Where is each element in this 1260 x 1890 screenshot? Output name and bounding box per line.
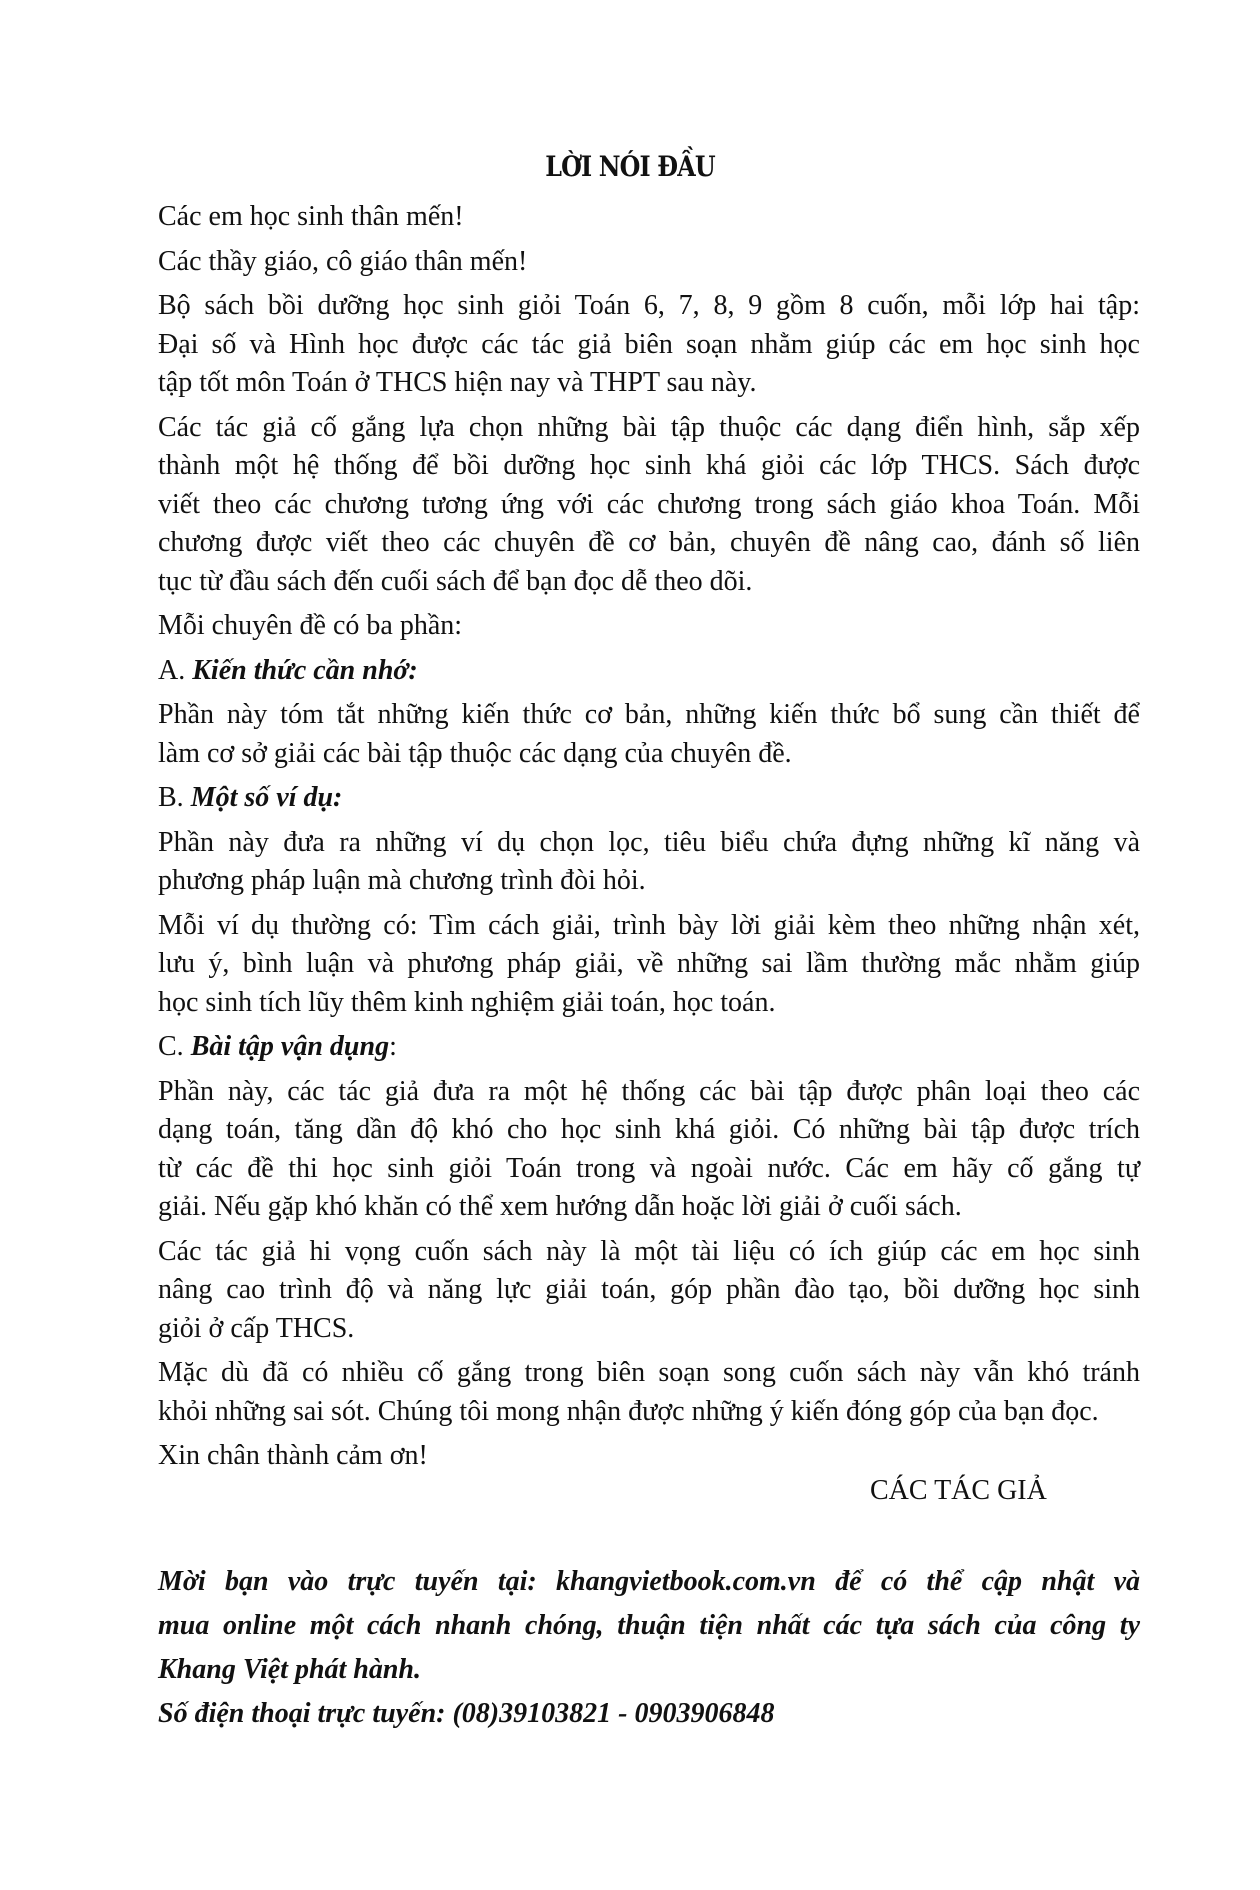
text-line: Phần này, các tác giả đưa ra một hệ thống các bài tập được phân loại theo các [158, 1075, 1140, 1107]
text-line: thành một hệ thống để bồi dưỡng học sinh khá giỏi các lớp THCS. Sách được [158, 450, 1140, 481]
text-line: Các thầy giáo, cô giáo thân mến! [158, 245, 528, 277]
text-line: từ các đề thi học sinh giỏi Toán trong và ngoài nước. Các em hãy cố gắng tự [158, 1152, 1140, 1184]
paragraph [158, 287, 1140, 403]
promo-block [158, 1560, 1140, 1736]
section-title: Kiến thức cần nhớ: [192, 654, 418, 686]
text-line: Phần này đưa ra những ví dụ chọn lọc, tiêu biểu chứa đựng những kĩ năng và [158, 826, 1140, 858]
text-line: Đại số và Hình học được các tác giả biên soạn nhằm giúp các em học sinh học [158, 328, 1140, 360]
text-line: Phần này tóm tắt những kiến thức cơ bản, những kiến thức bổ sung cần thiết để [158, 699, 1140, 730]
paragraph [158, 198, 1140, 237]
section-prefix: B. [158, 782, 191, 813]
section-suffix: : [389, 1031, 397, 1062]
text-line: học sinh tích lũy thêm kinh nghiệm giải toán, học toán. [158, 986, 776, 1018]
paragraph [158, 696, 1140, 773]
text-line: Các tác giả cố gắng lựa chọn những bài tập thuộc các dạng điển hình, sắp xếp [158, 411, 1140, 443]
section-prefix: A. [158, 654, 193, 686]
text-line: nâng cao trình độ và năng lực giải toán, góp phần đào tạo, bồi dưỡng học sinh [158, 1274, 1140, 1305]
text-line: Khang Việt phát hành. [158, 1654, 422, 1685]
text-line: Mời bạn vào trực tuyến tại: khangvietbook.com.vn để có thể cập nhật và [158, 1566, 1140, 1597]
text-line: phương pháp luận mà chương trình đòi hỏi. [158, 865, 646, 896]
text-line: chương được viết theo các chuyên đề cơ bản, chuyên đề nâng cao, đánh số liên [158, 527, 1140, 558]
paragraph [158, 1437, 1140, 1476]
section-prefix: C. [158, 1031, 191, 1062]
text-line: giỏi ở cấp THCS. [158, 1312, 355, 1344]
text-line: lưu ý, bình luận và phương pháp giải, về những sai lầm thường mắc nhằm giúp [158, 948, 1140, 979]
text-line: dạng toán, tăng dần độ khó cho học sinh khá giỏi. Có những bài tập được trích [158, 1114, 1140, 1145]
text-line: viết theo các chương tương ứng với các chương trong sách giáo khoa Toán. Mỗi [158, 488, 1140, 520]
text-line: khỏi những sai sót. Chúng tôi mong nhận được những ý kiến đóng góp của bạn đọc. [158, 1395, 1099, 1427]
section-heading [158, 779, 1140, 818]
text-line: Bộ sách bồi dưỡng học sinh giỏi Toán 6, 7, 8, 9 gồm 8 cuốn, mỗi lớp hai tập: [158, 290, 1140, 321]
text-line: tập tốt môn Toán ở THCS hiện nay và THPT sau này. [158, 367, 757, 398]
paragraph [158, 1354, 1140, 1431]
text-line: làm cơ sở giải các bài tập thuộc các dạng của chuyên đề. [158, 737, 792, 769]
phone-line: Số điện thoại trực tuyến: (08)39103821 - 0903906848 [158, 1698, 775, 1729]
preface-body [158, 198, 1140, 1482]
text-line: giải. Nếu gặp khó khăn có thể xem hướng dẫn hoặc lời giải ở cuối sách. [158, 1191, 962, 1222]
paragraph [158, 409, 1140, 602]
text-line: Xin chân thành cảm ơn! [158, 1440, 428, 1471]
paragraph [158, 1560, 1140, 1692]
text-line: mua online một cách nhanh chóng, thuận tiện nhất các tựa sách của công ty [158, 1610, 1140, 1641]
text-line: Mỗi ví dụ thường có: Tìm cách giải, trình bày lời giải kèm theo những nhận xét, [158, 909, 1140, 941]
section-heading [158, 652, 1140, 691]
text-line: tục từ đầu sách đến cuối sách để bạn đọc dễ theo dõi. [158, 565, 753, 597]
section-heading [158, 1028, 1140, 1067]
paragraph [158, 1073, 1140, 1227]
paragraph [158, 1233, 1140, 1349]
paragraph [158, 907, 1140, 1023]
signature: CÁC TÁC GIẢ [870, 1475, 1047, 1506]
section-title: Một số ví dụ: [190, 782, 343, 813]
text-line: Mỗi chuyên đề có ba phần: [158, 610, 463, 641]
section-title: Bài tập vận dụng [190, 1031, 390, 1062]
page-title: LỜI NÓI ĐẦU [545, 150, 715, 183]
paragraph [158, 243, 1140, 282]
paragraph [158, 824, 1140, 901]
text-line: Các em học sinh thân mến! [158, 201, 464, 232]
text-line: Các tác giả hi vọng cuốn sách này là một tài liệu có ích giúp các em học sinh [158, 1235, 1140, 1267]
paragraph [158, 607, 1140, 646]
text-line: Mặc dù đã có nhiều cố gắng trong biên soạn song cuốn sách này vẫn khó tránh [158, 1357, 1140, 1388]
